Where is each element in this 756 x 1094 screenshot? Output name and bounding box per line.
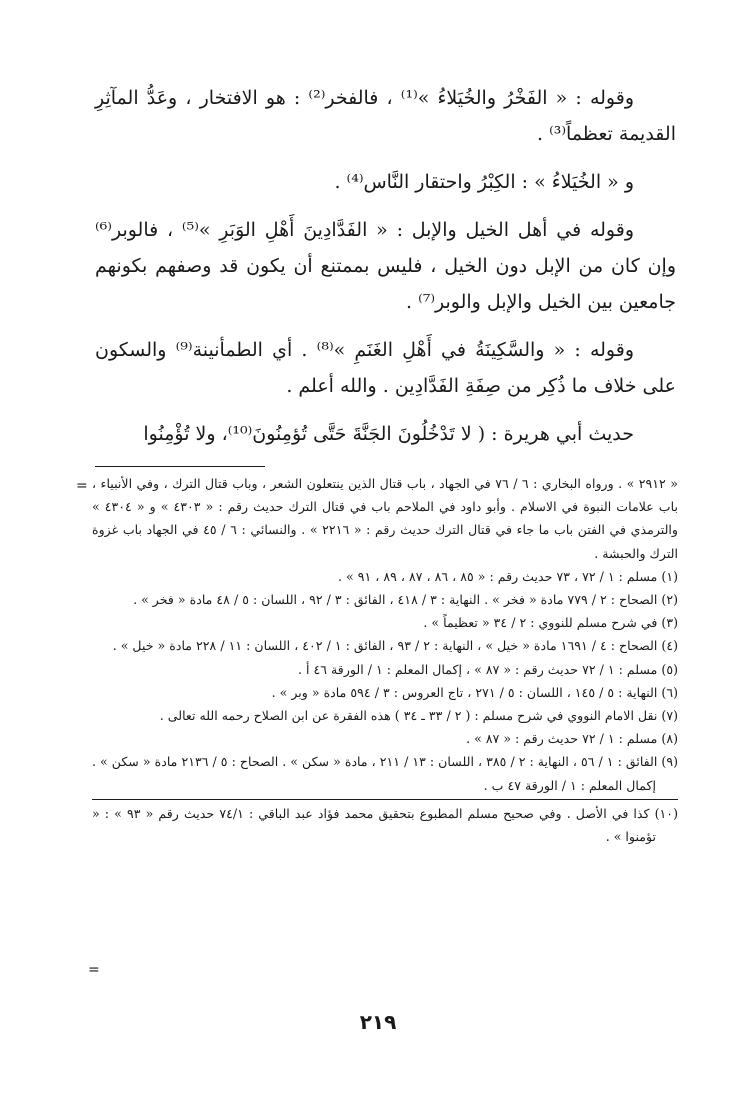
paragraph-fakhr: وقوله : « الفَخْرُ والخُيَلاءُ »⁽¹⁾ ، فالفخر⁽²⁾ : هو الافتخار ، وعَدُّ المآثِرِ القديمة تعظماً⁽³⁾ . [95, 87, 676, 145]
footnote-7: (٧) نقل الامام النووي في شرح مسلم : ( ٢ / ٣٣ ـ ٣٤ ) هذه الفقرة عن ابن الصلاح رحمه الله تعالى . [159, 708, 678, 724]
footnote-6: (٦) النهاية : ٥ / ١٤٥ ، اللسان : ٥ / ٢٧١ ، تاج العروس : ٣ / ٥٩٤ مادة « وبر » . [271, 684, 678, 700]
footnote-separator [92, 799, 678, 800]
footnote-continuation: « ٢٩١٢ » . ورواه البخاري : ٦ / ٧٦ في الجهاد ، باب قتال الذين ينتعلون الشعر ، وباب قتال الترك ، وفي الأنبياء ، باب علامات النبوة في الاسلام . وأبو داود في الملاحم باب في قتال الترك حديث رقم : « ٤٣٠٣ » و « ٤٣٠٤ » والترمذي في الفتن باب ما جاء في قتال الترك حديث رقم : « ٢٢١٦ » . والنسائي : ٦ / ٤٥ في الجهاد باب غزوة الترك والحبشة . [92, 476, 678, 561]
paragraph-khuyala: و « الخُيَلاءُ » : الكِبْرُ واحتقار النَّاس⁽⁴⁾ . [334, 171, 634, 193]
footnote-8: (٨) مسلم : ١ / ٧٢ حديث رقم : « ٨٧ » . [466, 731, 678, 747]
footnote-1: (١) مسلم : ١ / ٧٢ ، ٧٣ حديث رقم : « ٨٥ ، ٨٦ ، ٨٧ ، ٨٩ ، ٩١ » . [338, 568, 678, 584]
footnote-9: (٩) الفائق : ١ / ٥٦ ، النهاية : ٢ / ٣٨٥ ، اللسان : ١٣ / ٢١١ ، مادة « سكن » . الصحاح : ٥ / ٢١٣٦ مادة « سكن » . إكمال المعلم : ١ / الورقة ٤٧ ب . [92, 754, 679, 793]
footnotes [92, 472, 678, 848]
footnote-5: (٥) مسلم : ١ / ٧٢ حديث رقم : « ٨٧ » ، إكمال المعلم : ١ / الورقة ٤٦ أ . [298, 661, 678, 677]
footnote-3: (٣) في شرح مسلم للنووي : ٢ / ٣٤ « تعظيماً » . [423, 615, 678, 631]
paragraph-sakina: وقوله : « والسَّكِينَةُ في أَهْلِ الغَنَمِ »⁽⁸⁾ . أي الطمأنينة⁽⁹⁾ والسكون على خلاف ما ذُكِر من صِفَةِ الفَدَّادِين . والله أعلم . [95, 339, 676, 397]
paragraph-abu-hurayra: حديث أبي هريرة : ( لا تَدْخُلُونَ الجَنَّةَ حَتَّى تُؤمِنُونَ⁽¹⁰⁾، ولا تُؤْمِنُوا [143, 423, 634, 445]
continuation-mark-bottom: = [88, 962, 100, 978]
footnote-2: (٢) الصحاح : ٢ / ٧٧٩ مادة « فخر » . النهاية : ٣ / ٤١٨ ، الفائق : ٣ / ٩٢ ، اللسان : ٥ / ٤٨ مادة « فخر » . [133, 592, 678, 608]
main-text [95, 80, 676, 452]
footnote-4: (٤) الصحاح : ٤ / ١٦٩١ مادة « خيل » ، النهاية : ٢ / ٩٣ ، الفائق : ١ / ٤٠٢ ، اللسان : ١١ / ٢٢٨ مادة « خيل » . [112, 638, 678, 654]
page-number: ٢١٩ [359, 1010, 397, 1034]
paragraph-faddadin: وقوله في أهل الخيل والإبل : « الفَدَّادِينَ أَهْلِ الوَبَرِ »⁽⁵⁾ ، فالوبر⁽⁶⁾ وإن كان من الإبل دون الخيل ، فليس بممتنع أن يكون قد وصفهم بكونهم جامعين بين الخيل والإبل والوبر⁽⁷⁾ . [95, 219, 676, 313]
footnote-divider [95, 466, 265, 467]
footnote-10: (١٠) كذا في الأصل . وفي صحيح مسلم المطبوع بتحقيق محمد فؤاد عبد الباقي : ٧٤/١ حديث رقم « ٩٣ » : « تؤمنوا » . [92, 805, 678, 845]
continuation-mark-top: = [76, 478, 88, 494]
